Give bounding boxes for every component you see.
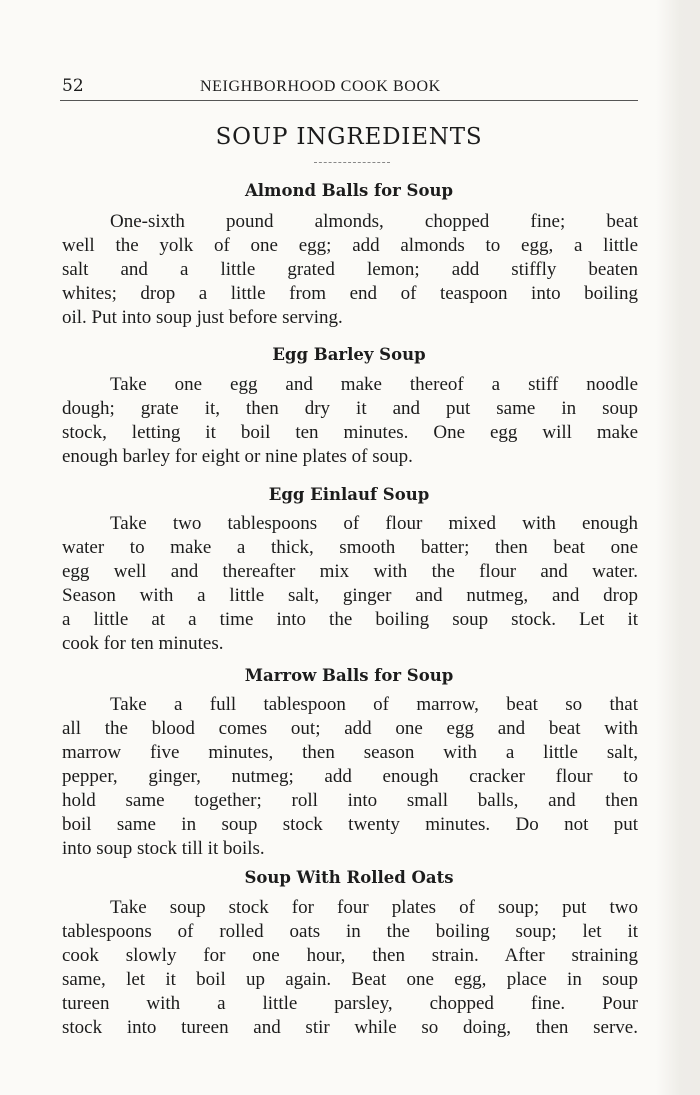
recipe-line: Take one egg and make thereof a stiff noodle: [110, 374, 638, 395]
page-number: 52: [62, 76, 84, 96]
recipe-line: stock, letting it boil ten minutes. One egg will make: [62, 422, 638, 443]
recipe-line: Take a full tablespoon of marrow, beat so that: [110, 694, 638, 715]
recipe-line: Season with a little salt, ginger and nutmeg, and drop: [62, 585, 638, 606]
page-edge-shadow: [656, 0, 700, 1095]
recipe-line: tureen with a little parsley, chopped fine. Pour: [62, 993, 638, 1014]
recipe-line: same, let it boil up again. Beat one egg, place in soup: [62, 969, 638, 990]
recipe-line: all the blood comes out; add one egg and beat with: [62, 718, 638, 739]
recipe-line: tablespoons of rolled oats in the boiling soup; let it: [62, 921, 638, 942]
recipe-line: water to make a thick, smooth batter; then beat one: [62, 537, 638, 558]
recipe-line: pepper, ginger, nutmeg; add enough cracker flour to: [62, 766, 638, 787]
recipe-body-marrow-balls: [62, 693, 638, 861]
recipe-line: into soup stock till it boils.: [62, 838, 265, 859]
recipe-line: marrow five minutes, then season with a little salt,: [62, 742, 638, 763]
chapter-title: SOUP INGREDIENTS: [215, 124, 483, 150]
recipe-line: oil. Put into soup just before serving.: [62, 307, 343, 328]
recipe-line: dough; grate it, then dry it and put same in soup: [62, 398, 638, 419]
recipe-line: whites; drop a little from end of teaspoon into boiling: [62, 283, 638, 304]
recipe-line: a little at a time into the boiling soup stock. Let it: [62, 609, 638, 630]
recipe-line: stock into tureen and stir while so doing, then serve.: [62, 1017, 638, 1038]
recipe-line: hold same together; roll into small balls, and then: [62, 790, 638, 811]
recipe-title-marrow-balls: Marrow Balls for Soup: [244, 666, 454, 685]
running-title: NEIGHBORHOOD COOK BOOK: [200, 78, 441, 95]
recipe-title-almond-balls: Almond Balls for Soup: [244, 181, 453, 200]
recipe-body-egg-barley: [62, 373, 638, 469]
recipe-line: cook for ten minutes.: [62, 633, 224, 654]
recipe-title-egg-barley: Egg Barley Soup: [272, 345, 426, 364]
recipe-line: well the yolk of one egg; add almonds to egg, a little: [62, 235, 638, 256]
recipe-title-egg-einlauf: Egg Einlauf Soup: [268, 485, 430, 504]
recipe-line: enough barley for eight or nine plates of soup.: [62, 446, 413, 467]
recipe-line: salt and a little grated lemon; add stiffly beaten: [62, 259, 638, 280]
recipe-line: cook slowly for one hour, then strain. After straining: [62, 945, 638, 966]
recipe-line: boil same in soup stock twenty minutes. Do not put: [62, 814, 638, 835]
recipe-line: One-sixth pound almonds, chopped fine; beat: [110, 211, 638, 232]
recipe-title-rolled-oats: Soup With Rolled Oats: [244, 868, 454, 887]
chapter-divider: [314, 162, 390, 163]
recipe-body-egg-einlauf: [62, 512, 638, 656]
recipe-body-rolled-oats: [62, 896, 638, 1040]
page-header: [60, 74, 638, 101]
recipe-body-almond-balls: [62, 210, 638, 330]
recipe-line: egg well and thereafter mix with the flour and water.: [62, 561, 638, 582]
recipe-line: Take two tablespoons of flour mixed with enough: [110, 513, 638, 534]
recipe-line: Take soup stock for four plates of soup; put two: [110, 897, 638, 918]
